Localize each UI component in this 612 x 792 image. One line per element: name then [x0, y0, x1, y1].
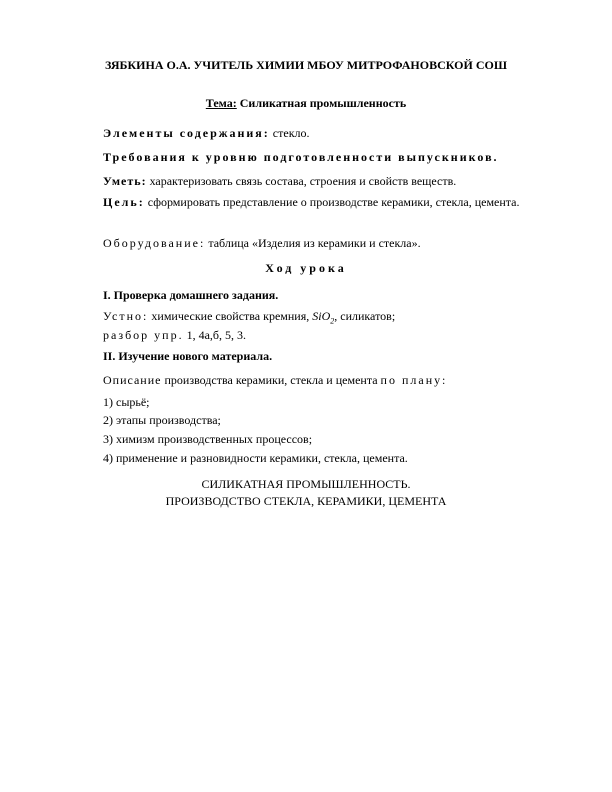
topic-line: [0, 96, 612, 111]
equipment-label: Оборудование:: [103, 236, 206, 250]
formula-sio2: [312, 309, 335, 326]
plan-middle-text: производства керамики, стекла и цемента: [161, 373, 381, 387]
oral-text-after: , силикатов;: [334, 309, 396, 323]
equipment-value: таблица «Изделия из керамики и стекла».: [205, 236, 421, 250]
skills-label: Уметь:: [103, 174, 147, 188]
goal-paragraph: [85, 195, 569, 210]
plan-label-description: Описание: [103, 373, 162, 387]
oral-text-before: химические свойства кремния,: [148, 309, 313, 323]
equipment-line: [103, 236, 421, 251]
analysis-label: разбор упр.: [103, 328, 184, 342]
plan-item-2: 2) этапы производства;: [103, 413, 221, 427]
plan-label-by-plan: по плану:: [380, 373, 448, 387]
content-elements-value: стекло.: [269, 126, 310, 140]
skills-value: характеризовать связь состава, строения и свойств веществ.: [146, 174, 457, 188]
plan-line: [103, 373, 447, 388]
section-title-line1: СИЛИКАТНАЯ ПРОМЫШЛЕННОСТЬ.: [201, 477, 411, 491]
part1-heading: I. Проверка домашнего задания.: [103, 288, 279, 302]
goal-label: Цель:: [103, 195, 145, 209]
author-header: ЗЯБКИНА О.А. УЧИТЕЛЬ ХИМИИ МБОУ МИТРОФАНОВСКОЙ СОШ: [104, 58, 508, 72]
lesson-title: Ход урока: [265, 261, 347, 275]
content-elements-line: [103, 126, 310, 141]
plan-item-1: 1) сырьё;: [103, 395, 150, 409]
section-title-line2: ПРОИЗВОДСТВО СТЕКЛА, КЕРАМИКИ, ЦЕМЕНТА: [165, 494, 447, 508]
analysis-value: 1, 4а,б, 5, 3.: [183, 328, 247, 342]
plan-item-3: 3) химизм производственных процессов;: [103, 432, 313, 446]
requirements-heading: Требования к уровню подготовленности выпускников.: [103, 150, 499, 164]
formula-subscript: 2: [330, 316, 335, 326]
oral-label: Устно:: [103, 309, 149, 323]
plan-item-4: 4) применение и разновидности керамики, стекла, цемента.: [103, 451, 408, 465]
content-elements-label: Элементы содержания:: [103, 126, 270, 140]
topic-label: Тема:: [205, 96, 237, 110]
part2-heading: II. Изучение нового материала.: [103, 349, 273, 363]
skills-line: [103, 174, 456, 189]
oral-line: [103, 309, 395, 328]
topic-value: Силикатная промышленность: [236, 96, 407, 110]
analysis-line: [103, 328, 246, 343]
formula-main: SiO: [312, 309, 331, 323]
goal-value: сформировать представление о производстве керамики, стекла, цемента.: [144, 195, 520, 209]
